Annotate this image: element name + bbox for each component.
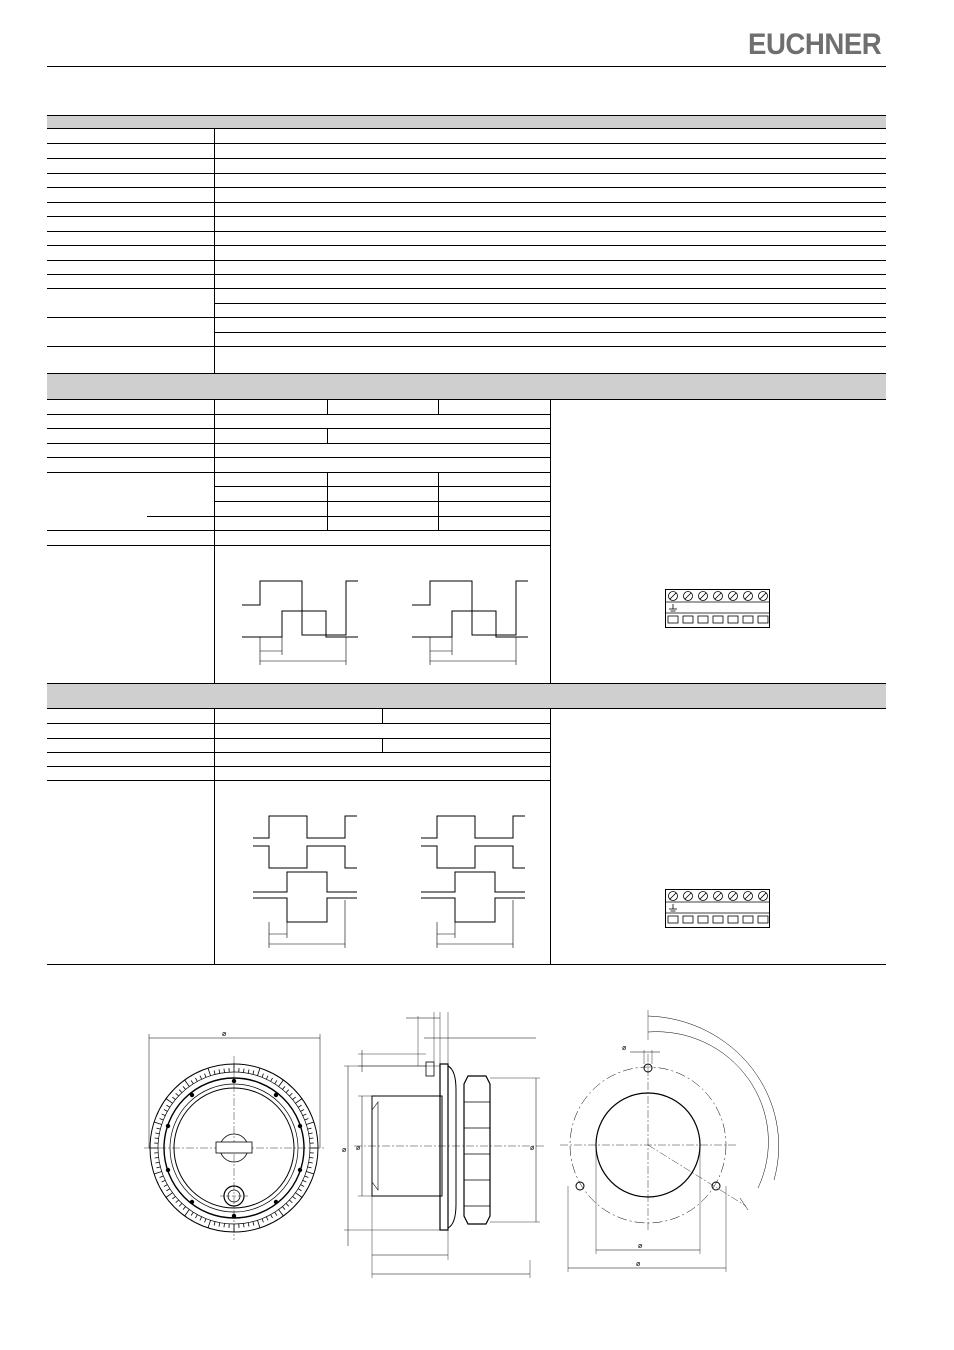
scale-tick bbox=[200, 1217, 202, 1221]
scale-tick bbox=[289, 1200, 292, 1203]
scale-tick bbox=[301, 1185, 305, 1187]
table2-header-band bbox=[47, 373, 886, 400]
scale-tick bbox=[248, 1069, 249, 1073]
terminal-strip-icon-2 bbox=[665, 889, 771, 929]
scale-tick bbox=[295, 1099, 301, 1104]
scale-tick bbox=[172, 1097, 175, 1100]
scale-tick bbox=[275, 1212, 277, 1215]
scale-tick bbox=[160, 1119, 164, 1120]
scale-tick bbox=[155, 1162, 159, 1163]
scale-tick bbox=[176, 1200, 179, 1203]
scale-tick bbox=[155, 1133, 159, 1134]
pulse-waveform-diagram-2 bbox=[400, 575, 540, 670]
scale-tick bbox=[183, 1207, 186, 1210]
scale-tick bbox=[205, 1219, 206, 1223]
scale-tick bbox=[155, 1138, 159, 1139]
scale-tick bbox=[219, 1069, 220, 1073]
scale-tick bbox=[301, 1109, 305, 1111]
scale-tick bbox=[309, 1133, 313, 1134]
scale-tick bbox=[309, 1138, 313, 1139]
brand-logo: EUCHNER bbox=[748, 28, 882, 61]
scale-tick bbox=[305, 1119, 309, 1120]
mounting-cutout-view bbox=[560, 1010, 790, 1280]
scale-tick bbox=[308, 1167, 312, 1168]
scale-tick bbox=[262, 1219, 263, 1223]
pulse-waveform-diagram-3 bbox=[245, 810, 370, 955]
scale-tick bbox=[164, 1185, 168, 1187]
scale-tick bbox=[275, 1080, 277, 1083]
scale-tick bbox=[248, 1223, 249, 1227]
diameter-label-side-1: ø bbox=[342, 1147, 347, 1154]
scale-tick bbox=[257, 1068, 259, 1076]
scale-tick bbox=[253, 1071, 254, 1075]
scale-tick bbox=[303, 1114, 307, 1116]
diameter-label-side-3: ø bbox=[530, 1145, 535, 1152]
scale-tick bbox=[219, 1223, 220, 1227]
table1-header-band bbox=[47, 115, 886, 129]
scale-tick bbox=[295, 1193, 301, 1198]
scale-tick bbox=[303, 1180, 307, 1182]
scale-tick bbox=[309, 1158, 313, 1159]
scale-tick bbox=[266, 1217, 268, 1221]
scale-tick bbox=[164, 1109, 168, 1111]
scale-tick bbox=[271, 1078, 273, 1082]
scale-tick bbox=[298, 1189, 301, 1191]
scale-tick bbox=[279, 1209, 284, 1215]
scale-tick bbox=[157, 1167, 161, 1168]
scale-tick bbox=[208, 1068, 210, 1076]
scale-tick bbox=[214, 1071, 215, 1075]
pulse-waveform-diagram-4 bbox=[413, 810, 538, 955]
scale-tick bbox=[154, 1171, 162, 1173]
scale-tick bbox=[179, 1203, 182, 1206]
scale-tick bbox=[191, 1080, 193, 1083]
diameter-label-boltcircle: ø bbox=[636, 1261, 641, 1268]
scale-tick bbox=[282, 1086, 285, 1089]
scale-tick bbox=[244, 1069, 245, 1073]
scale-tick bbox=[262, 1074, 263, 1078]
scale-tick bbox=[191, 1212, 193, 1215]
scale-tick bbox=[185, 1080, 190, 1086]
scale-tick bbox=[306, 1171, 314, 1173]
scale-tick bbox=[214, 1222, 215, 1226]
scale-tick bbox=[195, 1215, 197, 1219]
diameter-label: ø bbox=[222, 1031, 227, 1038]
scale-tick bbox=[305, 1176, 309, 1177]
scale-tick bbox=[166, 1105, 169, 1107]
pulse-waveform-diagram-1 bbox=[230, 575, 370, 670]
scale-tick bbox=[162, 1180, 166, 1182]
scale-tick bbox=[183, 1086, 186, 1089]
scale-tick bbox=[293, 1097, 296, 1100]
scale-tick bbox=[279, 1080, 284, 1086]
scale-tick bbox=[298, 1105, 301, 1107]
handwheel-front-view bbox=[140, 1028, 330, 1248]
terminal-strip-icon-1 bbox=[665, 589, 771, 629]
scale-tick bbox=[271, 1215, 273, 1219]
scale-tick bbox=[286, 1203, 289, 1206]
scale-tick bbox=[309, 1162, 313, 1163]
scale-tick bbox=[286, 1090, 289, 1093]
scale-tick bbox=[166, 1193, 172, 1198]
scale-tick bbox=[282, 1207, 285, 1210]
scale-tick bbox=[176, 1093, 179, 1096]
scale-tick bbox=[160, 1176, 164, 1177]
table3-header-band bbox=[47, 683, 886, 709]
scale-tick bbox=[157, 1128, 161, 1129]
scale-tick bbox=[253, 1222, 254, 1226]
diameter-label-cutout: ø bbox=[638, 1243, 643, 1250]
scale-tick bbox=[172, 1196, 175, 1199]
diameter-label-side-2: ø bbox=[356, 1145, 361, 1152]
scale-tick bbox=[162, 1114, 166, 1116]
scale-tick bbox=[179, 1090, 182, 1093]
scale-tick bbox=[205, 1074, 206, 1078]
scale-tick bbox=[308, 1128, 312, 1129]
header-rule bbox=[47, 66, 886, 67]
scale-tick bbox=[289, 1093, 292, 1096]
scale-tick bbox=[244, 1223, 245, 1227]
scale-tick bbox=[293, 1196, 296, 1199]
scale-tick bbox=[155, 1158, 159, 1159]
scale-tick bbox=[306, 1122, 314, 1124]
scale-tick bbox=[195, 1078, 197, 1082]
handwheel-side-view bbox=[340, 1010, 550, 1280]
scale-tick bbox=[266, 1076, 268, 1080]
scale-tick bbox=[224, 1069, 225, 1073]
scale-tick bbox=[185, 1209, 190, 1215]
scale-tick bbox=[257, 1220, 259, 1228]
scale-tick bbox=[224, 1223, 225, 1227]
scale-tick bbox=[166, 1189, 169, 1191]
scale-tick bbox=[200, 1076, 202, 1080]
scale-tick bbox=[166, 1099, 172, 1104]
scale-tick bbox=[208, 1220, 210, 1228]
diameter-label-hole: ø bbox=[622, 1045, 627, 1052]
scale-tick bbox=[154, 1122, 162, 1124]
